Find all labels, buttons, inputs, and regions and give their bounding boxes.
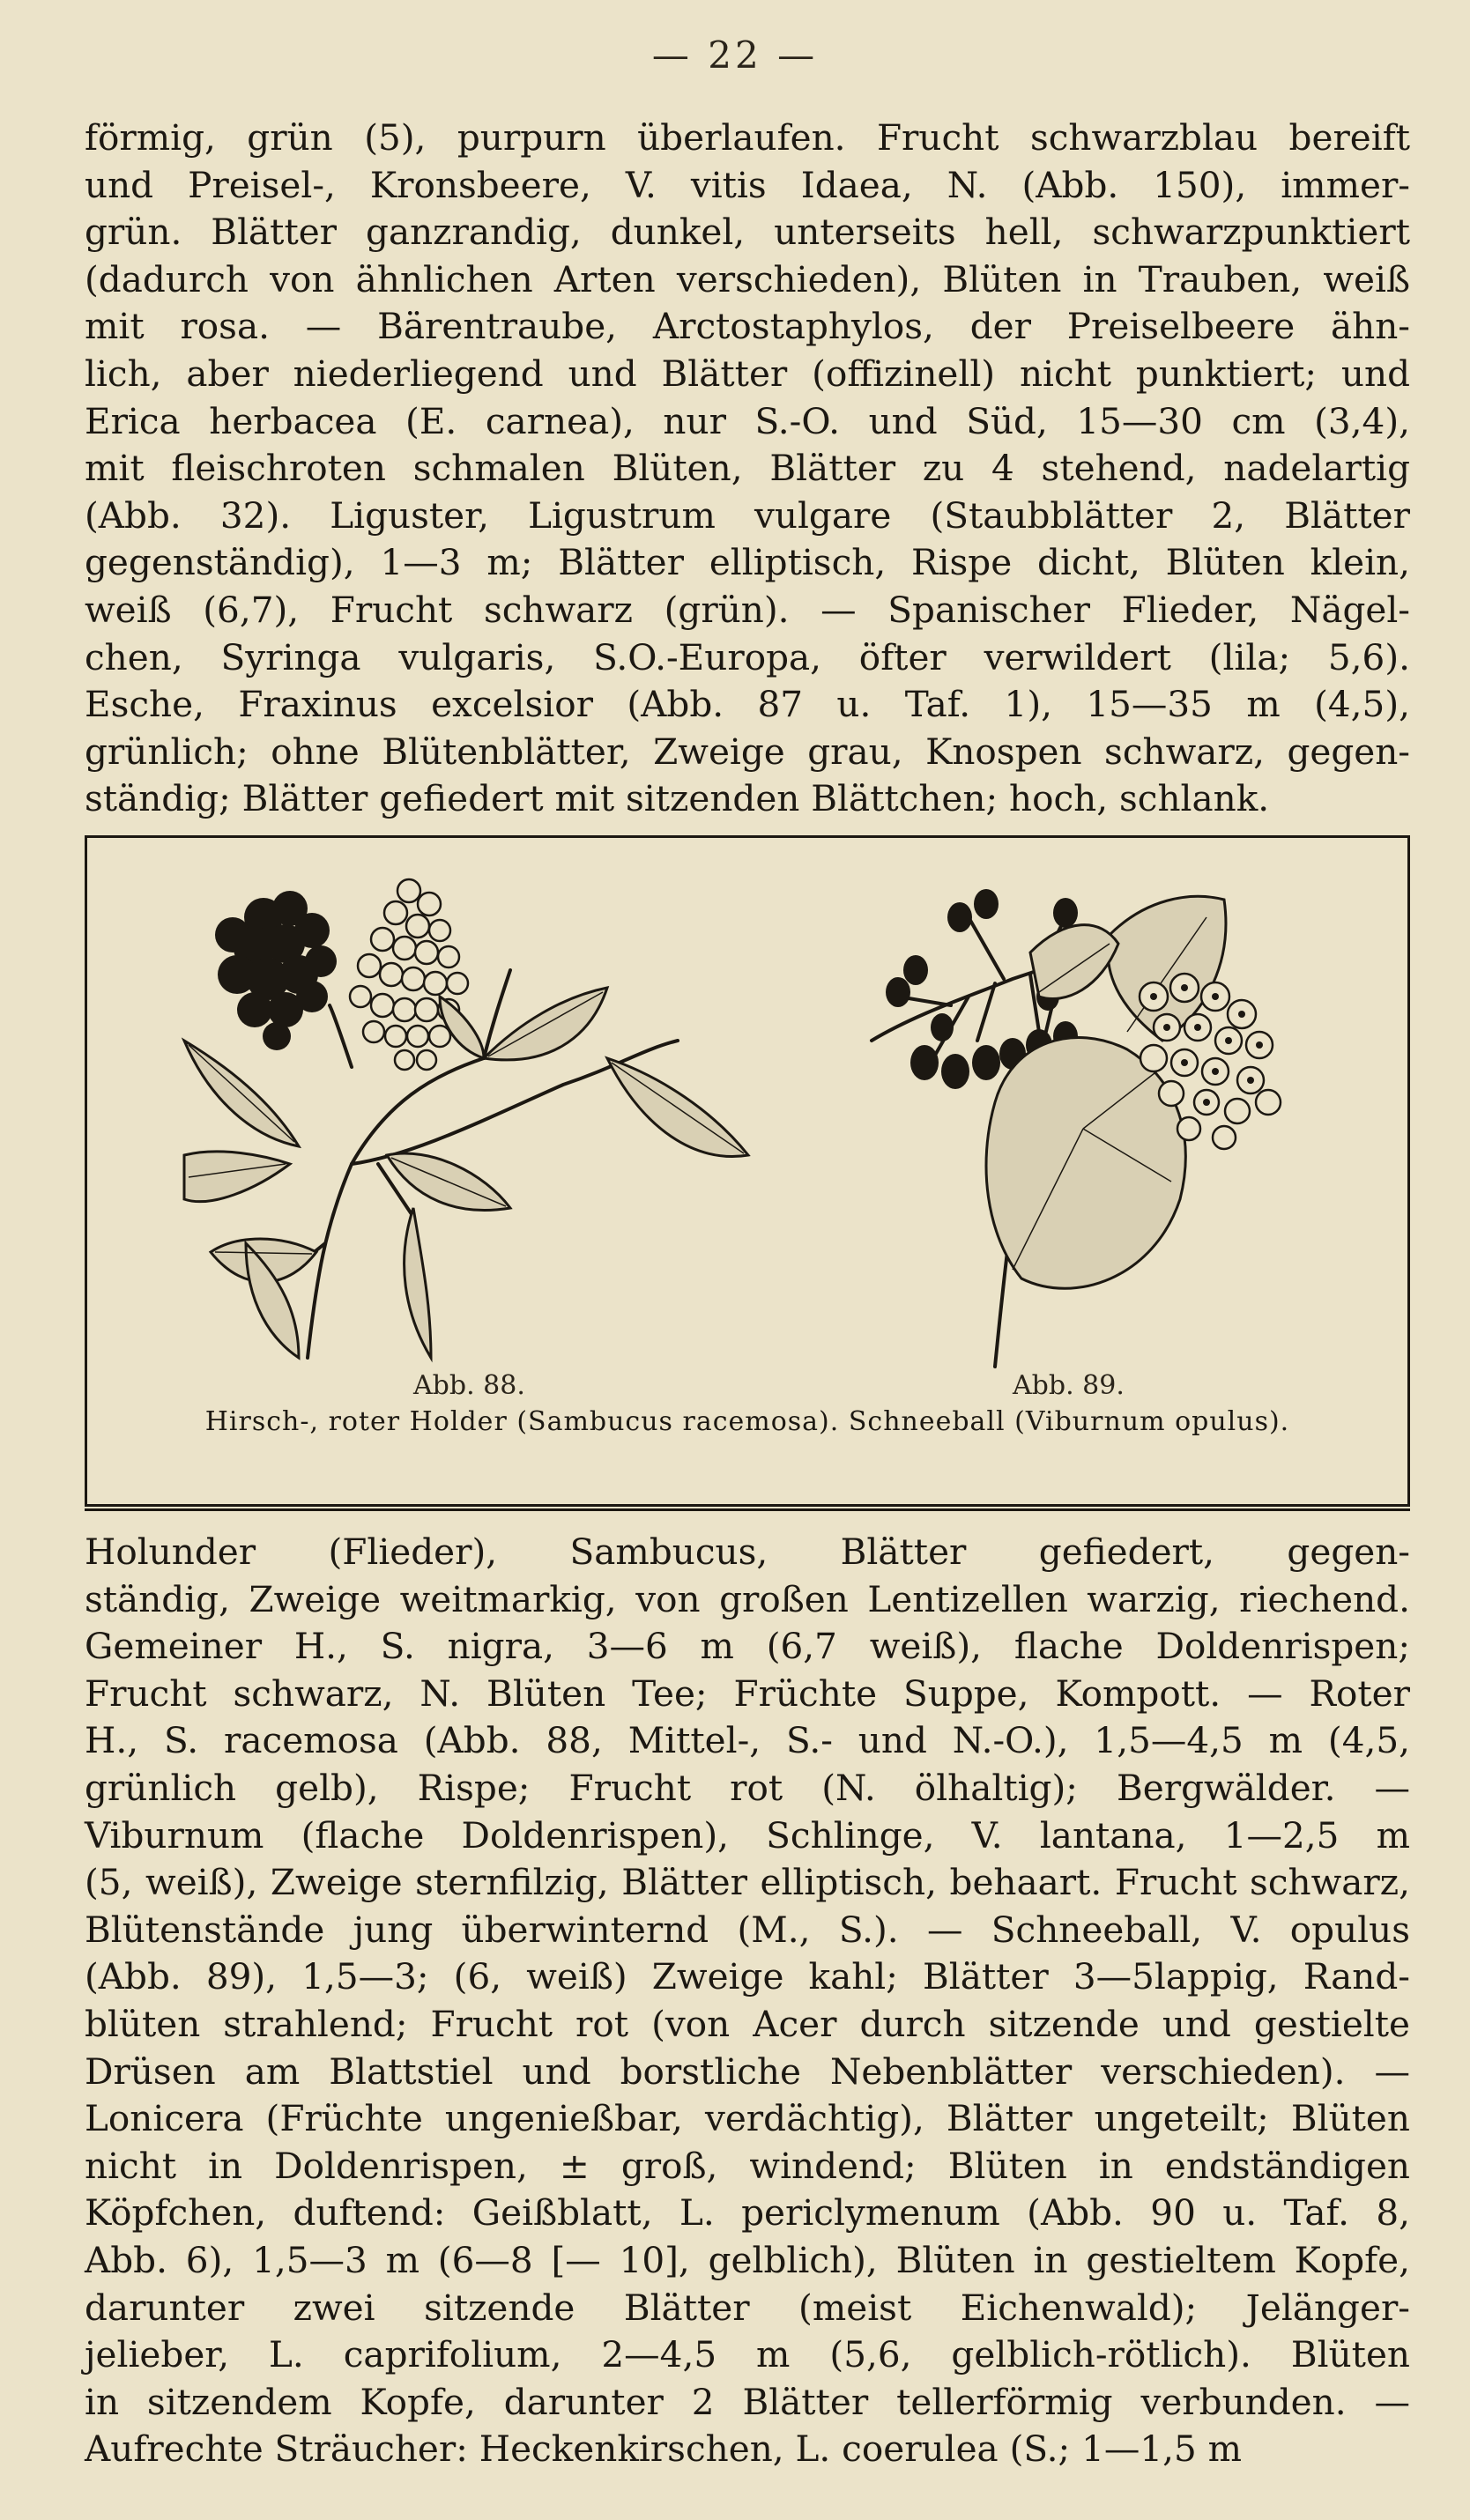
text-line: in sitzendem Kopfe, darunter 2 Blätter tellerförmig verbunden. —: [85, 2380, 1410, 2423]
text-line: ständig; Blätter gefiedert mit sitzenden Blättchen; hoch, schlank.: [85, 777, 1270, 820]
text-line: blüten strahlend; Frucht rot (von Acer durch sitzende und gestielte: [85, 2002, 1410, 2045]
text-line: jelieber, L. caprifolium, 2—4,5 m (5,6, gelblich-rötlich). Blüten: [85, 2333, 1410, 2376]
text-line: (Abb. 89), 1,5—3; (6, weiß) Zweige kahl; Blätter 3—5lappig, Rand-: [85, 1955, 1410, 1998]
text-line: Frucht schwarz, N. Blüten Tee; Früchte Suppe, Kompott. — Roter: [85, 1671, 1410, 1715]
figure-bottom-rule: [85, 1508, 1410, 1511]
text-line: Esche, Fraxinus excelsior (Abb. 87 u. Taf. 1), 15—35 m (4,5),: [85, 683, 1410, 726]
figure-caption: Hirsch-, roter Holder (Sambucus racemosa). Schneeball (Viburnum opulus).: [204, 1406, 1290, 1437]
text-line: (Abb. 32). Liguster, Ligustrum vulgare (Staubblätter 2, Blätter: [85, 493, 1410, 537]
text-line: grünlich gelb), Rispe; Frucht rot (N. ölhaltig); Bergwälder. —: [85, 1766, 1410, 1809]
viburnum-illustration: [863, 864, 1356, 1375]
text-line: (dadurch von ähnlichen Arten verschieden), Blüten in Trauben, weiß: [85, 257, 1410, 300]
text-line: grünlich; ohne Blütenblätter, Zweige grau, Knospen schwarz, gegen-: [85, 730, 1410, 773]
text-line: darunter zwei sitzende Blätter (meist Eichenwald); Jelänger-: [85, 2286, 1410, 2329]
text-line: ständig, Zweige weitmarkig, von großen Lentizellen warzig, riechend.: [85, 1577, 1410, 1620]
text-line: Gemeiner H., S. nigra, 3—6 m (6,7 weiß), flache Doldenrispen;: [85, 1625, 1410, 1668]
text-line: chen, Syringa vulgaris, S.O.-Europa, öfter verwildert (lila; 5,6).: [85, 635, 1410, 678]
text-line: nicht in Doldenrispen, ± groß, windend; Blüten in endständigen: [85, 2144, 1410, 2187]
text-line: Aufrechte Sträucher: Heckenkirschen, L. coerulea (S.; 1—1,5 m: [85, 2427, 1243, 2471]
figure-label-88: Abb. 88.: [413, 1370, 525, 1401]
text-line: lich, aber niederliegend und Blätter (offizinell) nicht punktiert; und: [85, 352, 1410, 395]
text-line: Blütenstände jung überwinternd (M., S.). — Schneeball, V. opulus: [85, 1908, 1410, 1951]
text-line: Viburnum (flache Doldenrispen), Schlinge, V. lantana, 1—2,5 m: [85, 1813, 1410, 1857]
text-line: grün. Blätter ganzrandig, dunkel, unterseits hell, schwarzpunktiert: [85, 211, 1410, 254]
page-number: — 22 —: [651, 33, 819, 77]
figure-frame: [85, 835, 1410, 1507]
text-line: weiß (6,7), Frucht schwarz (grün). — Spanischer Flieder, Nägel-: [85, 588, 1410, 631]
text-line: förmig, grün (5), purpurn überlaufen. Frucht schwarzblau bereift: [85, 116, 1410, 159]
text-line: mit rosa. — Bärentraube, Arctostaphylos, der Preiselbeere ähn-: [85, 305, 1410, 348]
sambucus-illustration: [149, 864, 836, 1375]
top-text-block: [85, 115, 1410, 823]
text-line: Abb. 6), 1,5—3 m (6—8 [— 10], gelblich), Blüten in gestieltem Kopfe,: [85, 2238, 1410, 2281]
text-line: H., S. racemosa (Abb. 88, Mittel-, S.- und N.-O.), 1,5—4,5 m (4,5,: [85, 1719, 1410, 1762]
text-line: Drüsen am Blattstiel und borstliche Nebenblätter verschieden). —: [85, 2049, 1410, 2093]
text-line: (5, weiß), Zweige sternfilzig, Blätter elliptisch, behaart. Frucht schwarz,: [85, 1861, 1410, 1904]
text-line: und Preisel-, Kronsbeere, V. vitis Idaea, N. (Abb. 150), immer-: [85, 163, 1410, 206]
text-line: gegenständig), 1—3 m; Blätter elliptisch, Rispe dicht, Blüten klein,: [85, 541, 1410, 584]
text-line: Holunder (Flieder), Sambucus, Blätter gefiedert, gegen-: [85, 1531, 1410, 1573]
text-line: Köpfchen, duftend: Geißblatt, L. periclymenum (Abb. 90 u. Taf. 8,: [85, 2191, 1410, 2235]
bottom-text-block: [85, 1529, 1410, 2473]
text-line: Erica herbacea (E. carnea), nur S.-O. und Süd, 15—30 cm (3,4),: [85, 399, 1410, 442]
figure-label-89: Abb. 89.: [1013, 1370, 1125, 1401]
text-line: mit fleischroten schmalen Blüten, Blätter zu 4 stehend, nadelartig: [85, 447, 1410, 490]
text-line: Lonicera (Früchte ungenießbar, verdächtig), Blätter ungeteilt; Blüten: [85, 2097, 1410, 2140]
